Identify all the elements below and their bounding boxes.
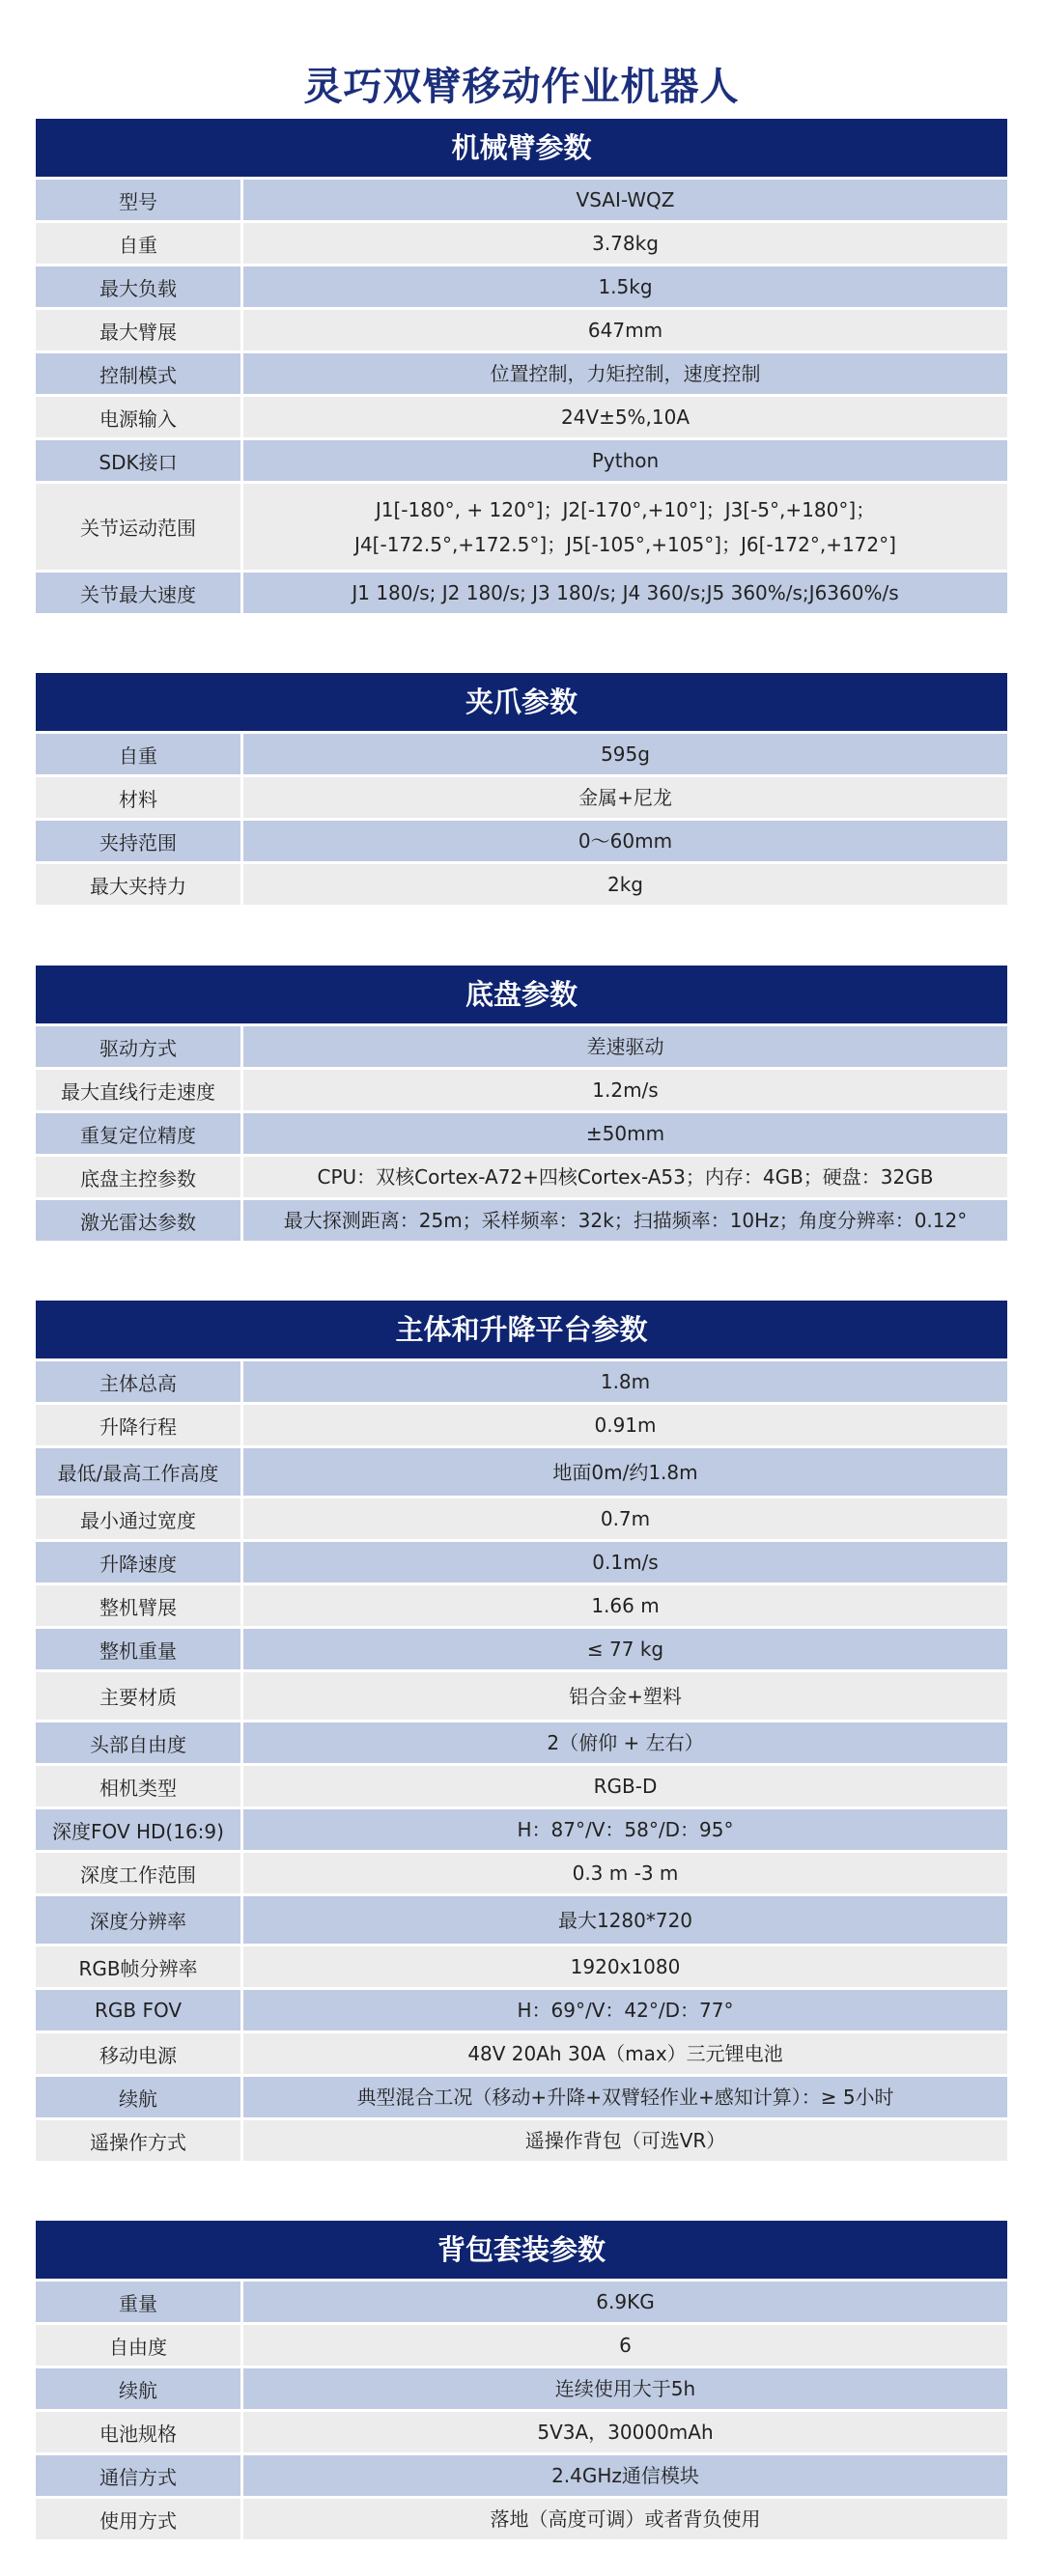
spec-value: [243, 1448, 1007, 1496]
spec-value-line: ±50mm: [585, 1122, 665, 1145]
spec-row: [36, 264, 1007, 307]
spec-row: [36, 1358, 1007, 1402]
spec-label: 主体总高: [36, 1361, 243, 1402]
spec-value-line: J4[-172.5°,+172.5°]；J5[-105°,+105°]；J6[-172°,+172°]: [354, 532, 896, 556]
spec-label: 整机重量: [36, 1629, 243, 1669]
spec-row: [36, 774, 1007, 818]
spec-value-line: 连续使用大于5h: [554, 2377, 696, 2400]
spec-label: 重复定位精度: [36, 1113, 243, 1154]
spec-value: [243, 1361, 1007, 1402]
spec-value-line: 1.2m/s: [592, 1078, 659, 1102]
spec-section: [36, 673, 1007, 905]
spec-label: 通信方式: [36, 2455, 243, 2496]
spec-label: 头部自由度: [36, 1722, 243, 1763]
spec-value: [243, 864, 1007, 905]
spec-value-line: VSAI-WQZ: [576, 188, 675, 211]
spec-section: [36, 966, 1007, 1241]
spec-label: 材料: [36, 777, 243, 818]
spec-row: [36, 1582, 1007, 1626]
spec-row: [36, 1539, 1007, 1582]
spec-value-line: 5V3A，30000mAh: [537, 2421, 714, 2444]
spec-row: [36, 220, 1007, 264]
spec-value: [243, 821, 1007, 861]
spec-row: [36, 1944, 1007, 1987]
spec-value: [243, 1026, 1007, 1067]
spec-row: [36, 861, 1007, 905]
section-heading: 背包套装参数: [36, 2221, 1007, 2279]
spec-value: [243, 180, 1007, 220]
spec-row: [36, 1850, 1007, 1893]
spec-label: 重量: [36, 2282, 243, 2322]
spec-value: [243, 2120, 1007, 2161]
section-heading: 主体和升降平台参数: [36, 1301, 1007, 1358]
spec-value: [243, 573, 1007, 613]
spec-label: 续航: [36, 2368, 243, 2409]
spec-label: 使用方式: [36, 2499, 243, 2539]
spec-value: [243, 1629, 1007, 1669]
spec-row: [36, 350, 1007, 394]
spec-label: 主要材质: [36, 1672, 243, 1720]
spec-value-line: 595g: [601, 742, 650, 766]
spec-value: [243, 1070, 1007, 1110]
spec-row: [36, 1067, 1007, 1110]
spec-label: 自重: [36, 223, 243, 264]
spec-value: [243, 734, 1007, 774]
spec-row: [36, 1445, 1007, 1496]
spec-value: [243, 223, 1007, 264]
spec-value-line: 位置控制，力矩控制，速度控制: [490, 362, 761, 385]
spec-label: 遥操作方式: [36, 2120, 243, 2161]
spec-value: [243, 1946, 1007, 1987]
spec-row: [36, 1402, 1007, 1445]
spec-label: 最大夹持力: [36, 864, 243, 905]
spec-value-line: 落地（高度可调）或者背负使用: [490, 2507, 761, 2531]
spec-value-line: 1920x1080: [570, 1955, 681, 1978]
spec-row: [36, 2279, 1007, 2322]
spec-row: [36, 1893, 1007, 1944]
spec-row: [36, 2452, 1007, 2496]
spec-value: [243, 310, 1007, 350]
spec-value-line: 差速驱动: [586, 1035, 664, 1058]
spec-label: 激光雷达参数: [36, 1200, 243, 1241]
spec-label: 升降速度: [36, 1542, 243, 1582]
spec-value: [243, 1896, 1007, 1944]
spec-value-line: RGB-D: [593, 1775, 658, 1798]
spec-value-line: 0.3 m -3 m: [572, 1862, 679, 1885]
spec-label: 最大臂展: [36, 310, 243, 350]
section-heading: 底盘参数: [36, 966, 1007, 1023]
spec-row: [36, 1987, 1007, 2030]
spec-value: [243, 2499, 1007, 2539]
spec-label: 深度工作范围: [36, 1853, 243, 1893]
spec-label: 电源输入: [36, 397, 243, 437]
spec-row: [36, 1496, 1007, 1539]
spec-value: [243, 1498, 1007, 1539]
spec-value-line: 1.66 m: [591, 1594, 660, 1617]
spec-value: [243, 1766, 1007, 1806]
spec-row: [36, 2030, 1007, 2074]
spec-value-line: 遥操作背包（可选VR）: [524, 2129, 726, 2152]
spec-value: [243, 1990, 1007, 2030]
spec-value: [243, 777, 1007, 818]
section-heading: 夹爪参数: [36, 673, 1007, 731]
spec-row: [36, 2496, 1007, 2539]
spec-label: RGB FOV: [36, 1990, 243, 2030]
spec-row: [36, 177, 1007, 220]
spec-value: [243, 2368, 1007, 2409]
spec-label: 底盘主控参数: [36, 1157, 243, 1197]
spec-label: 最大负载: [36, 266, 243, 307]
spec-label: 整机臂展: [36, 1585, 243, 1626]
spec-value-line: ≤ 77 kg: [586, 1638, 664, 1661]
spec-value-line: 2.4GHz通信模块: [551, 2464, 699, 2487]
spec-value-line: 0.91m: [594, 1414, 657, 1437]
spec-section: [36, 2221, 1007, 2539]
spec-label: 控制模式: [36, 353, 243, 394]
spec-label: 电池规格: [36, 2412, 243, 2452]
spec-value: [243, 1405, 1007, 1445]
spec-value: [243, 1200, 1007, 1241]
spec-value: [243, 1853, 1007, 1893]
section-heading: 机械臂参数: [36, 119, 1007, 177]
spec-row: [36, 818, 1007, 861]
spec-label: 最小通过宽度: [36, 1498, 243, 1539]
spec-row: [36, 1763, 1007, 1806]
spec-label: SDK接口: [36, 440, 243, 481]
spec-value-line: 2（俯仰 + 左右）: [547, 1731, 704, 1754]
spec-value-line: 0.1m/s: [592, 1551, 659, 1574]
spec-value-line: 3.78kg: [592, 232, 659, 255]
spec-value: [243, 440, 1007, 481]
spec-row: [36, 1806, 1007, 1850]
spec-row: [36, 2117, 1007, 2161]
spec-label: 深度分辨率: [36, 1896, 243, 1944]
page-title: 灵巧双臂移动作业机器人: [303, 65, 740, 109]
spec-row: [36, 731, 1007, 774]
spec-label: RGB帧分辨率: [36, 1946, 243, 1987]
spec-value: [243, 2282, 1007, 2322]
spec-row: [36, 1669, 1007, 1720]
spec-value-line: 0.7m: [600, 1507, 651, 1530]
spec-row: [36, 1720, 1007, 1763]
spec-row: [36, 2366, 1007, 2409]
spec-value: [243, 1113, 1007, 1154]
spec-value-line: 647mm: [587, 319, 663, 342]
spec-row: [36, 394, 1007, 437]
spec-row: [36, 437, 1007, 481]
spec-label: 相机类型: [36, 1766, 243, 1806]
spec-section: [36, 119, 1007, 613]
spec-label: 自重: [36, 734, 243, 774]
spec-value: [243, 1722, 1007, 1763]
spec-label: 驱动方式: [36, 1026, 243, 1067]
spec-value: [243, 2077, 1007, 2117]
spec-value: [243, 2325, 1007, 2366]
spec-value-line: 最大1280*720: [557, 1908, 693, 1932]
spec-value-line: H：87°/V：58°/D：95°: [517, 1818, 734, 1841]
spec-label: 最低/最高工作高度: [36, 1448, 243, 1496]
spec-value-line: H：69°/V：42°/D：77°: [517, 1999, 734, 2022]
spec-value-line: 6: [619, 2334, 632, 2357]
spec-value: [243, 2033, 1007, 2074]
spec-value-line: CPU：双核Cortex-A72+四核Cortex-A53；内存：4GB；硬盘：32GB: [317, 1165, 934, 1189]
spec-label: 最大直线行走速度: [36, 1070, 243, 1110]
spec-value-line: 地面0m/约1.8m: [552, 1460, 698, 1484]
spec-value-line: 0～60mm: [578, 829, 673, 853]
spec-row: [36, 1154, 1007, 1197]
spec-value: [243, 397, 1007, 437]
spec-label: 关节运动范围: [36, 484, 243, 570]
spec-value: [243, 353, 1007, 394]
spec-row: [36, 2322, 1007, 2366]
spec-value-line: 金属+尼龙: [578, 786, 672, 809]
spec-section: [36, 1301, 1007, 2161]
spec-label: 升降行程: [36, 1405, 243, 1445]
spec-row: [36, 1023, 1007, 1067]
spec-value: [243, 266, 1007, 307]
spec-value: [243, 1542, 1007, 1582]
spec-row: [36, 481, 1007, 570]
spec-row: [36, 307, 1007, 350]
spec-value-line: Python: [591, 449, 660, 472]
spec-row: [36, 1626, 1007, 1669]
spec-row: [36, 1110, 1007, 1154]
spec-value-line: J1[-180°, + 120°]；J2[-170°,+10°]；J3[-5°,+180°]；: [375, 497, 876, 521]
spec-label: 自由度: [36, 2325, 243, 2366]
spec-label: 深度FOV HD(16:9): [36, 1809, 243, 1850]
spec-value-line: J1 180/s; J2 180/s; J3 180/s; J4 360/s;J5 360%/s;J6360%/s: [352, 581, 899, 604]
spec-label: 关节最大速度: [36, 573, 243, 613]
spec-label: 续航: [36, 2077, 243, 2117]
spec-row: [36, 570, 1007, 613]
spec-row: [36, 1197, 1007, 1241]
spec-label: 型号: [36, 180, 243, 220]
spec-value-line: 48V 20Ah 30A（max）三元锂电池: [467, 2042, 783, 2065]
spec-value-line: 24V±5%,10A: [560, 406, 691, 429]
spec-value-line: 6.9KG: [596, 2290, 655, 2313]
spec-row: [36, 2409, 1007, 2452]
spec-label: 夹持范围: [36, 821, 243, 861]
spec-value: [243, 1585, 1007, 1626]
spec-value: [243, 1672, 1007, 1720]
spec-value-line: 典型混合工况（移动+升降+双臂轻作业+感知计算）：≥ 5小时: [356, 2086, 894, 2109]
spec-value: [243, 2455, 1007, 2496]
spec-value-line: 最大探测距离：25m；采样频率：32k；扫描频率：10Hz；角度分辨率：0.12°: [283, 1209, 968, 1232]
spec-value: [243, 2412, 1007, 2452]
spec-value-line: 1.8m: [600, 1370, 651, 1393]
spec-label: 移动电源: [36, 2033, 243, 2074]
spec-value: [243, 1809, 1007, 1850]
spec-value-line: 铝合金+塑料: [569, 1684, 682, 1708]
spec-value: [243, 484, 1007, 570]
spec-value-line: 1.5kg: [598, 275, 653, 298]
spec-value: [243, 1157, 1007, 1197]
spec-row: [36, 2074, 1007, 2117]
spec-value-line: 2kg: [606, 873, 643, 896]
